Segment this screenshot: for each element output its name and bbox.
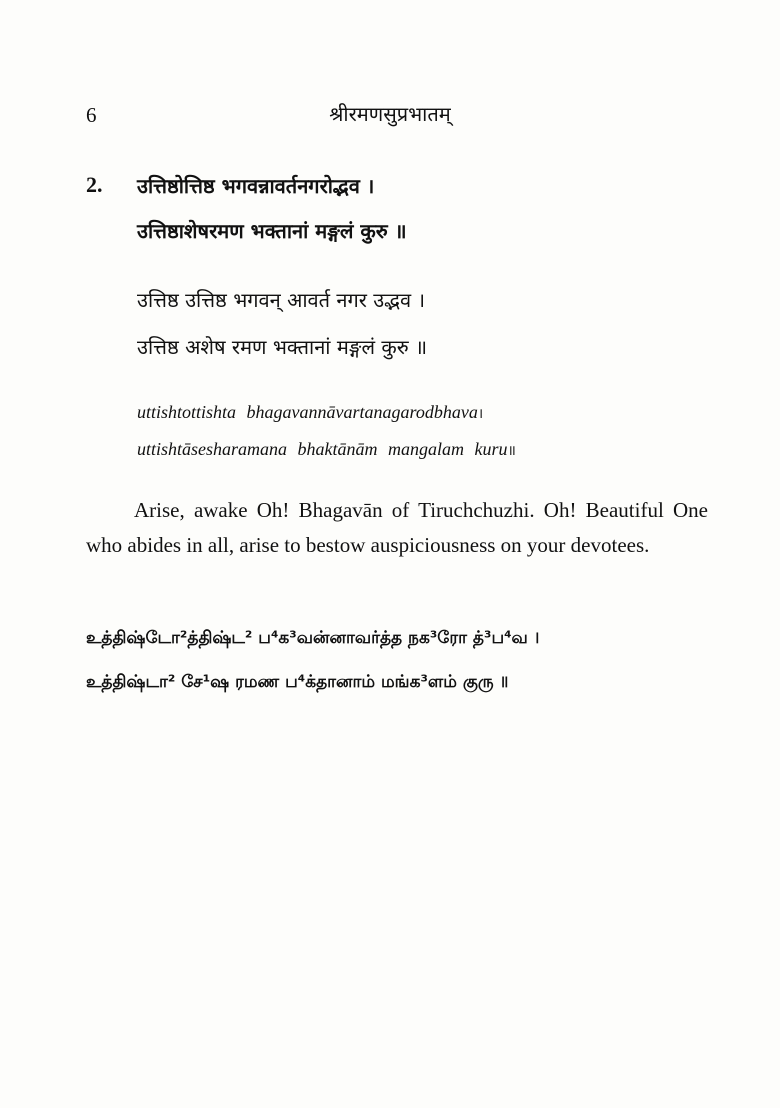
sanskrit-split-line-1: उत्तिष्ठ उत्तिष्ठ भगवन् आवर्त नगर उद्भव । — [137, 288, 426, 312]
danda-mark: । — [477, 407, 484, 422]
transliteration-line-2 — [137, 439, 516, 460]
page-number: 6 — [86, 103, 97, 127]
english-translation: Arise, awake Oh! Bhagavān of Tiruchchuzhi. Oh! Beautiful One who abides in all, arise to bestow auspiciousness on your devotees. — [86, 498, 708, 557]
sanskrit-verse-line-2: उत्तिष्ठाशेषरमण भक्तानां मङ्गलं कुरु ॥ — [137, 219, 407, 243]
tamil-transliteration-line-2: உத்திஷ்டா² சே¹ஷ ரமண ப⁴க்தானாம் மங்க³ளம் குரு ॥ — [86, 672, 509, 692]
double-danda-mark: ॥ — [507, 444, 516, 459]
verse-number: 2. — [86, 172, 103, 197]
transliteration-text: uttishtāsesharamana bhaktānām mangalam kuru — [137, 439, 508, 459]
transliteration-line-1 — [137, 402, 483, 423]
tamil-transliteration-line-1: உத்திஷ்டோ²த்திஷ்ட² ப⁴க³வன்னாவர்த்த நக³ரோ த்³ப⁴வ । — [86, 628, 540, 648]
transliteration-text: uttishtottishta bhagavannāvartanagarodbhava — [137, 402, 478, 422]
sanskrit-split-line-2: उत्तिष्ठ अशेष रमण भक्तानां मङ्गलं कुरु ॥ — [137, 335, 428, 359]
running-header-title: श्रीरमणसुप्रभातम् — [329, 102, 451, 126]
sanskrit-verse-line-1: उत्तिष्ठोत्तिष्ठ भगवन्नावर्तनगरोद्भव । — [137, 174, 375, 198]
